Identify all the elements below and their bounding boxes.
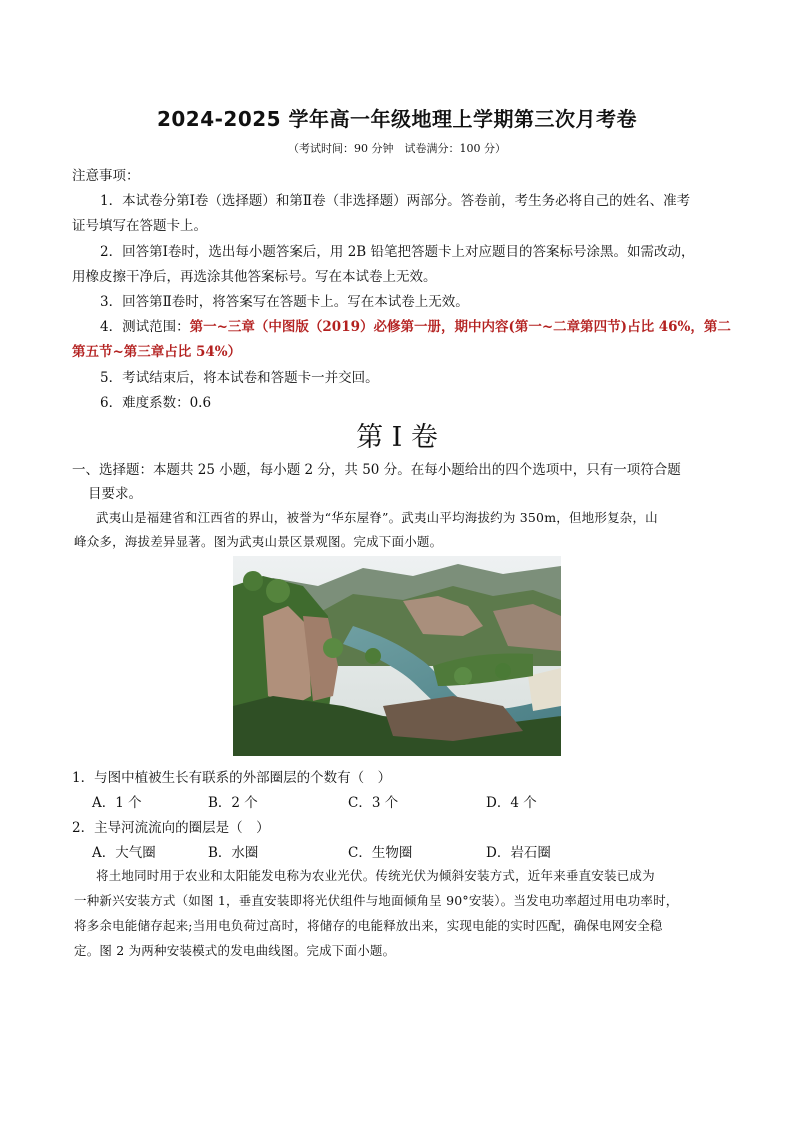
q2-option-a[interactable]: A．大气圈 xyxy=(92,845,156,861)
notice-item-2b: 用橡皮擦干净后，再选涂其他答案标号。写在本试卷上无效。 xyxy=(72,269,437,285)
notice-item-3: 3．回答第Ⅱ卷时，将答案写在答题卡上。写在本试卷上无效。 xyxy=(100,294,469,310)
q1-option-b[interactable]: B．2 个 xyxy=(208,795,258,811)
question-1-stem: 1．与图中植被生长有联系的外部圈层的个数有（ ） xyxy=(72,770,392,786)
notice-heading: 注意事项： xyxy=(72,168,140,184)
part1-instruction-b: 目要求。 xyxy=(88,486,142,502)
notice-item-5: 5．考试结束后，将本试卷和答题卡一并交回。 xyxy=(100,370,379,386)
q2-option-c[interactable]: C．生物圈 xyxy=(348,845,413,861)
q1-option-c[interactable]: C．3 个 xyxy=(348,795,399,811)
question-2-stem: 2．主导河流流向的圈层是（ ） xyxy=(72,820,270,836)
passage2-line-1: 将土地同时用于农业和太阳能发电称为农业光伏。传统光伏为倾斜安装方式，近年来垂直安装已成为 xyxy=(96,868,655,883)
q1-option-d[interactable]: D．4 个 xyxy=(486,795,537,811)
passage2-line-4: 定。图 2 为两种安装模式的发电曲线图。完成下面小题。 xyxy=(74,943,396,958)
exam-time-info: （考试时间：90 分钟 试卷满分：100 分） xyxy=(288,142,506,155)
test-scope-highlight-cont: 第五节~第三章占比 54%） xyxy=(72,344,242,360)
notice-item-4 xyxy=(100,315,731,335)
notice-item-4-prefix: 4．测试范围： xyxy=(100,319,190,335)
notice-item-2a: 2．回答第Ⅰ卷时，选出每小题答案后，用 2B 铅笔把答题卡上对应题目的答案标号涂黑。如需改动， xyxy=(100,244,695,260)
notice-item-1b: 证号填写在答题卡上。 xyxy=(72,218,207,234)
notice-item-6: 6．难度系数：0.6 xyxy=(100,395,212,411)
passage1-line-2: 峰众多，海拔差异显著。图为武夷山景区景观图。完成下面小题。 xyxy=(74,534,443,549)
section-title: 第 I 卷 xyxy=(356,422,438,453)
q2-option-d[interactable]: D．岩石圈 xyxy=(486,845,551,861)
passage1-line-1: 武夷山是福建省和江西省的界山，被誉为“华东屋脊”。武夷山平均海拔约为 350m，但地形复杂，山 xyxy=(96,510,658,525)
q1-option-a[interactable]: A．1 个 xyxy=(92,795,142,811)
page-title: 2024-2025 学年高一年级地理上学期第三次月考卷 xyxy=(156,107,638,131)
notice-item-1a: 1．本试卷分第Ⅰ卷（选择题）和第Ⅱ卷（非选择题）两部分。答卷前，考生务必将自己的姓名、准考 xyxy=(100,193,691,209)
q2-option-b[interactable]: B．水圈 xyxy=(208,845,259,861)
passage2-line-2: 一种新兴安装方式（如图 1，垂直安装即将光伏组件与地面倾角呈 90°安装）。当发电功率超过用电功率时， xyxy=(74,893,679,908)
test-scope-highlight: 第一~三章（中图版（2019）必修第一册，期中内容(第一~二章第四节)占比 46%，第二 xyxy=(189,319,731,335)
wuyi-mountain-landscape-photo xyxy=(233,556,561,756)
passage2-line-3: 将多余电能储存起来;当用电负荷过高时，将储存的电能释放出来，实现电能的实时匹配，确保电网安全稳 xyxy=(74,918,663,933)
part1-instruction-a: 一、选择题：本题共 25 小题，每小题 2 分，共 50 分。在每小题给出的四个选项中，只有一项符合题 xyxy=(72,462,681,478)
